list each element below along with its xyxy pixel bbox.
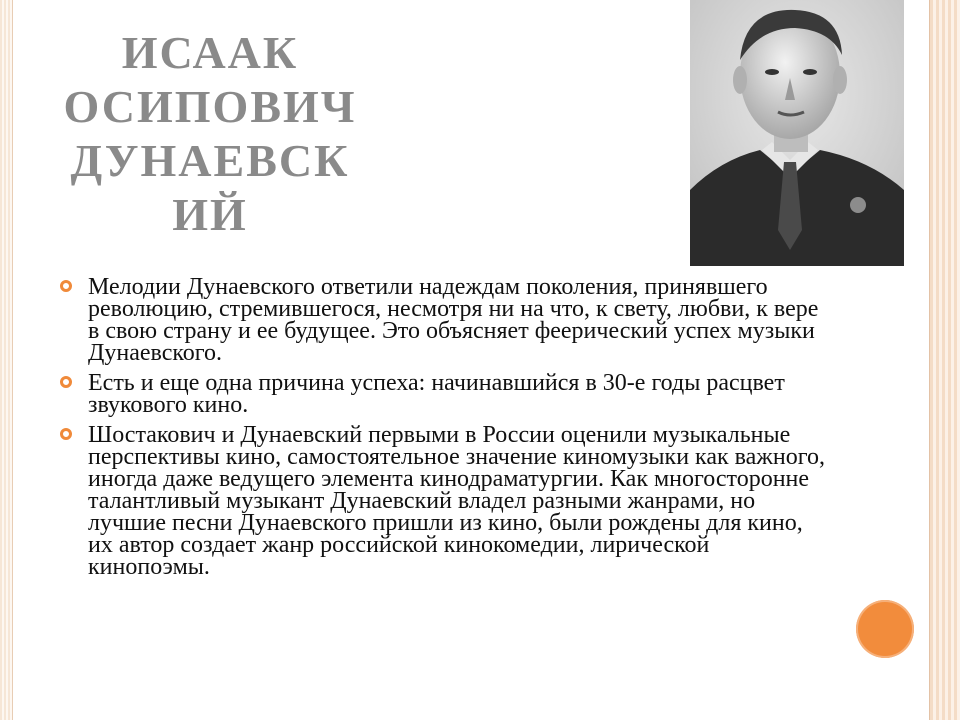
bullet-text: Есть и еще одна причина успеха: начинавшийся в 30-е годы расцвет звукового кино. (88, 370, 785, 418)
portrait-photo (690, 0, 904, 266)
title-line: ДУНАЕВСК (70, 135, 350, 186)
left-border-decoration (0, 0, 13, 720)
slide-title (40, 26, 380, 242)
portrait-image (690, 0, 904, 266)
list-item (58, 276, 828, 364)
bullet-circle-icon (60, 428, 72, 440)
bullet-text: Мелодии Дунаевского ответили надеждам поколения, принявшего революцию, стремившегося, несмотря ни на что, к свету, любви, к вере в свою страну и ее будущее. Это объясняет феерический успех музыки Дунаевского. (88, 274, 819, 366)
title-line: ОСИПОВИЧ (63, 81, 357, 132)
bullet-list (58, 276, 828, 586)
bullet-circle-icon (60, 280, 72, 292)
list-item (58, 424, 828, 578)
title-line: ИСААК (121, 27, 299, 78)
bullet-text: Шостакович и Дунаевский первыми в России оценили музыкальные перспективы кино, самостоятельное значение киномузыки как важного, иногда даже ведущего элемента кинодраматургии. Как многосторонне талантливый музыкант Дунаевский владел разными жанрами, но лучшие песни Дунаевского пришли из кино, были рождены для кино, их автор создает жанр российской кинокомедии, лирической кинопоэмы. (88, 422, 825, 580)
right-border-decoration (929, 0, 960, 720)
title-line: ИЙ (172, 189, 248, 240)
list-item (58, 372, 828, 416)
bullet-circle-icon (60, 376, 72, 388)
decorative-orange-circle (856, 600, 914, 658)
